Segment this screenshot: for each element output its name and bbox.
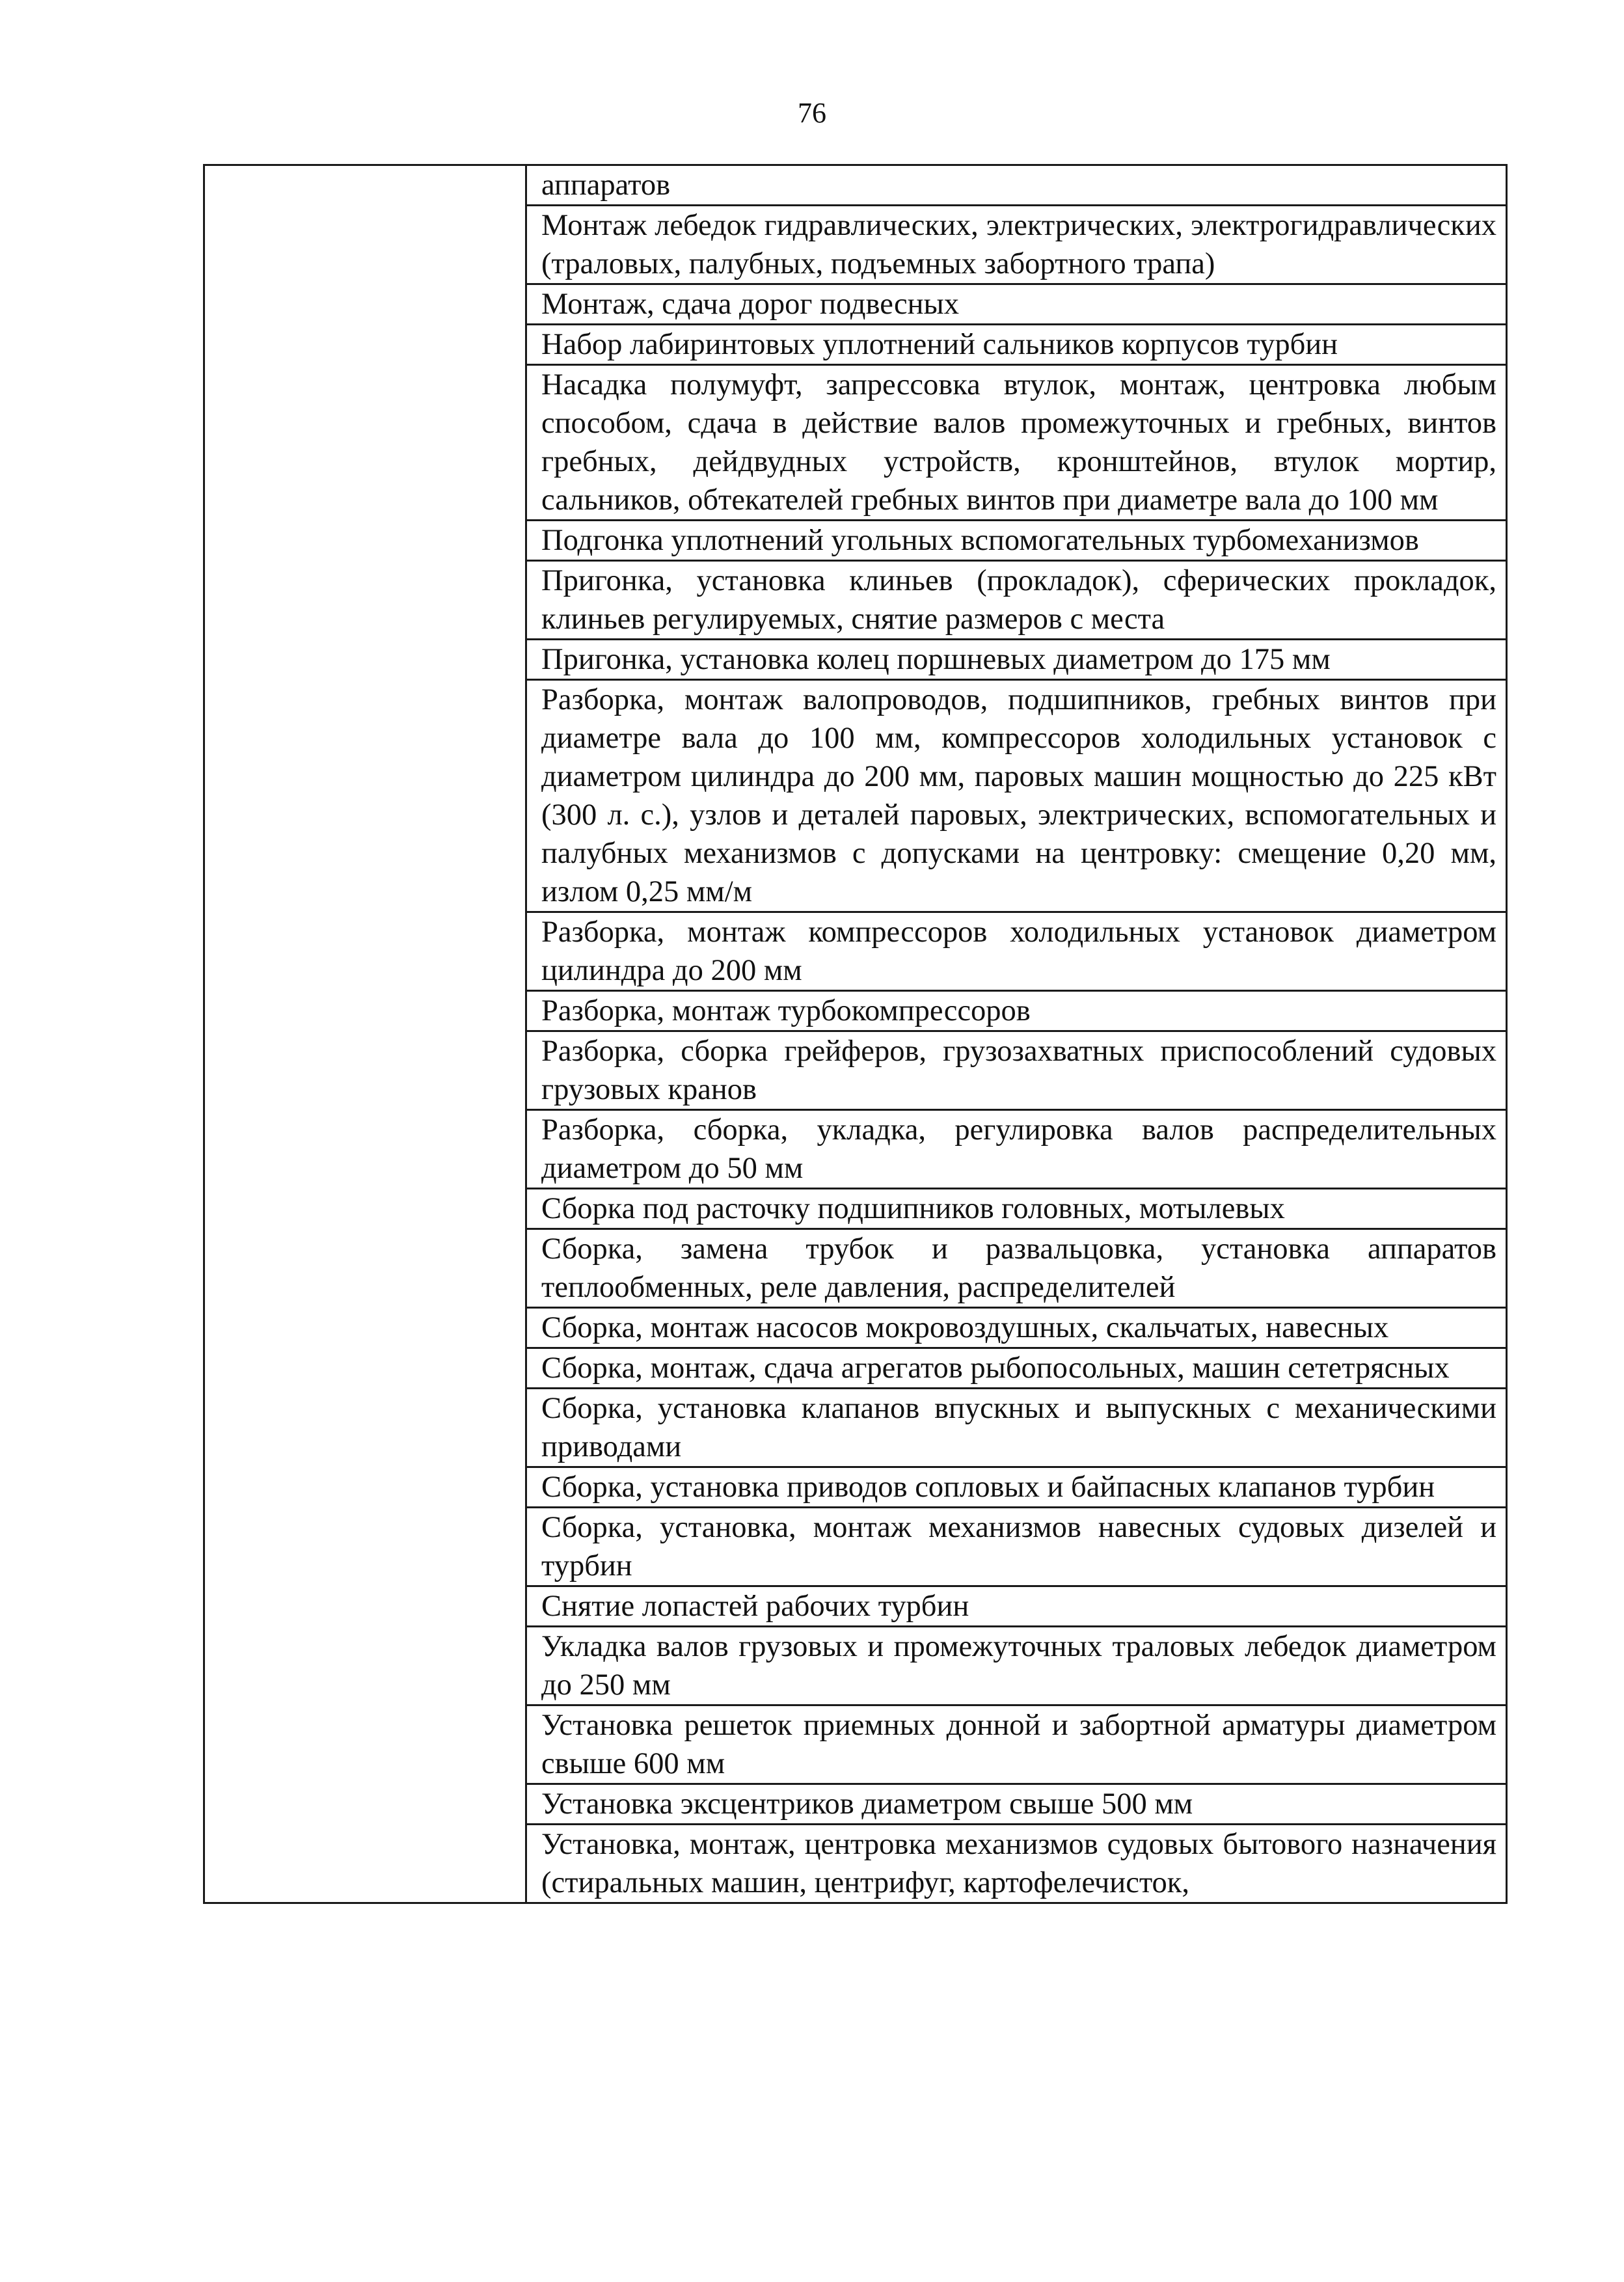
work-item: Снятие лопастей рабочих турбин	[527, 1587, 1506, 1627]
work-item: Сборка, установка, монтаж механизмов навесных судовых дизелей и турбин	[527, 1508, 1506, 1587]
work-item: Подгонка уплотнений угольных вспомогательных турбомеханизмов	[527, 521, 1506, 562]
profession-cell	[204, 165, 526, 1903]
work-item: Пригонка, установка колец поршневых диаметром до 175 мм	[527, 640, 1506, 681]
work-item: Монтаж, сдача дорог подвесных	[527, 285, 1506, 325]
work-item: Укладка валов грузовых и промежуточных траловых лебедок диаметром до 250 мм	[527, 1627, 1506, 1706]
work-item: Разборка, сборка грейферов, грузозахватных приспособлений судовых грузовых кранов	[527, 1032, 1506, 1111]
work-item: Сборка, установка приводов сопловых и байпасных клапанов турбин	[527, 1468, 1506, 1508]
work-item: Установка, монтаж, центровка механизмов судовых бытового назначения (стиральных машин, центрифуг, картофелечисток,	[541, 1828, 1496, 1899]
work-list	[527, 166, 1506, 1902]
work-item: Монтаж лебедок гидравлических, электрических, электрогидравлических (траловых, палубных, подъемных забортного трапа)	[527, 206, 1506, 285]
work-item: Разборка, монтаж турбокомпрессоров	[527, 992, 1506, 1032]
work-item: Сборка, установка клапанов впускных и выпускных с механическими приводами	[527, 1389, 1506, 1468]
work-item: Сборка под расточку подшипников головных, мотылевых	[527, 1189, 1506, 1230]
page-number: 76	[798, 97, 826, 129]
work-item: Разборка, сборка, укладка, регулировка валов распределительных диаметром до 50 мм	[527, 1111, 1506, 1189]
work-table	[203, 164, 1508, 1904]
work-item: Пригонка, установка клиньев (прокладок), сферических прокладок, клиньев регулируемых, снятие размеров с места	[527, 562, 1506, 640]
work-item: Разборка, монтаж валопроводов, подшипников, гребных винтов при диаметре вала до 100 мм, компрессоров холодильных установок с диаметром цилиндра до 200 мм, паровых машин мощностью до 225 кВт (300 л. с.), узлов и деталей паровых, электрических, вспомогательных и палубных механизмов с допусками на центровку: смещение 0,20 мм, излом 0,25 мм/м	[527, 681, 1506, 913]
work-item: Разборка, монтаж компрессоров холодильных установок диаметром цилиндра до 200 мм	[527, 913, 1506, 992]
work-item: Установка эксцентриков диаметром свыше 500 мм	[527, 1785, 1506, 1825]
work-item: Насадка полумуфт, запрессовка втулок, монтаж, центровка любым способом, сдача в действие валов промежуточных и гребных, винтов гребных, дейдвудных устройств, кронштейнов, втулок мортир, сальников, обтекателей гребных винтов при диаметре вала до 100 мм	[527, 366, 1506, 521]
table-row	[204, 165, 1507, 1903]
work-item: Сборка, монтаж, сдача агрегатов рыбопосольных, машин сететрясных	[527, 1349, 1506, 1389]
work-item: Сборка, монтаж насосов мокровоздушных, скальчатых, навесных	[527, 1309, 1506, 1349]
work-item: Набор лабиринтовых уплотнений сальников корпусов турбин	[527, 325, 1506, 366]
work-list-cell	[526, 165, 1507, 1903]
work-item: аппаратов	[527, 166, 1506, 206]
work-item: Установка решеток приемных донной и забортной арматуры диаметром свыше 600 мм	[527, 1706, 1506, 1785]
work-item: Сборка, замена трубок и развальцовка, установка аппаратов теплообменных, реле давления, распределителей	[527, 1230, 1506, 1309]
